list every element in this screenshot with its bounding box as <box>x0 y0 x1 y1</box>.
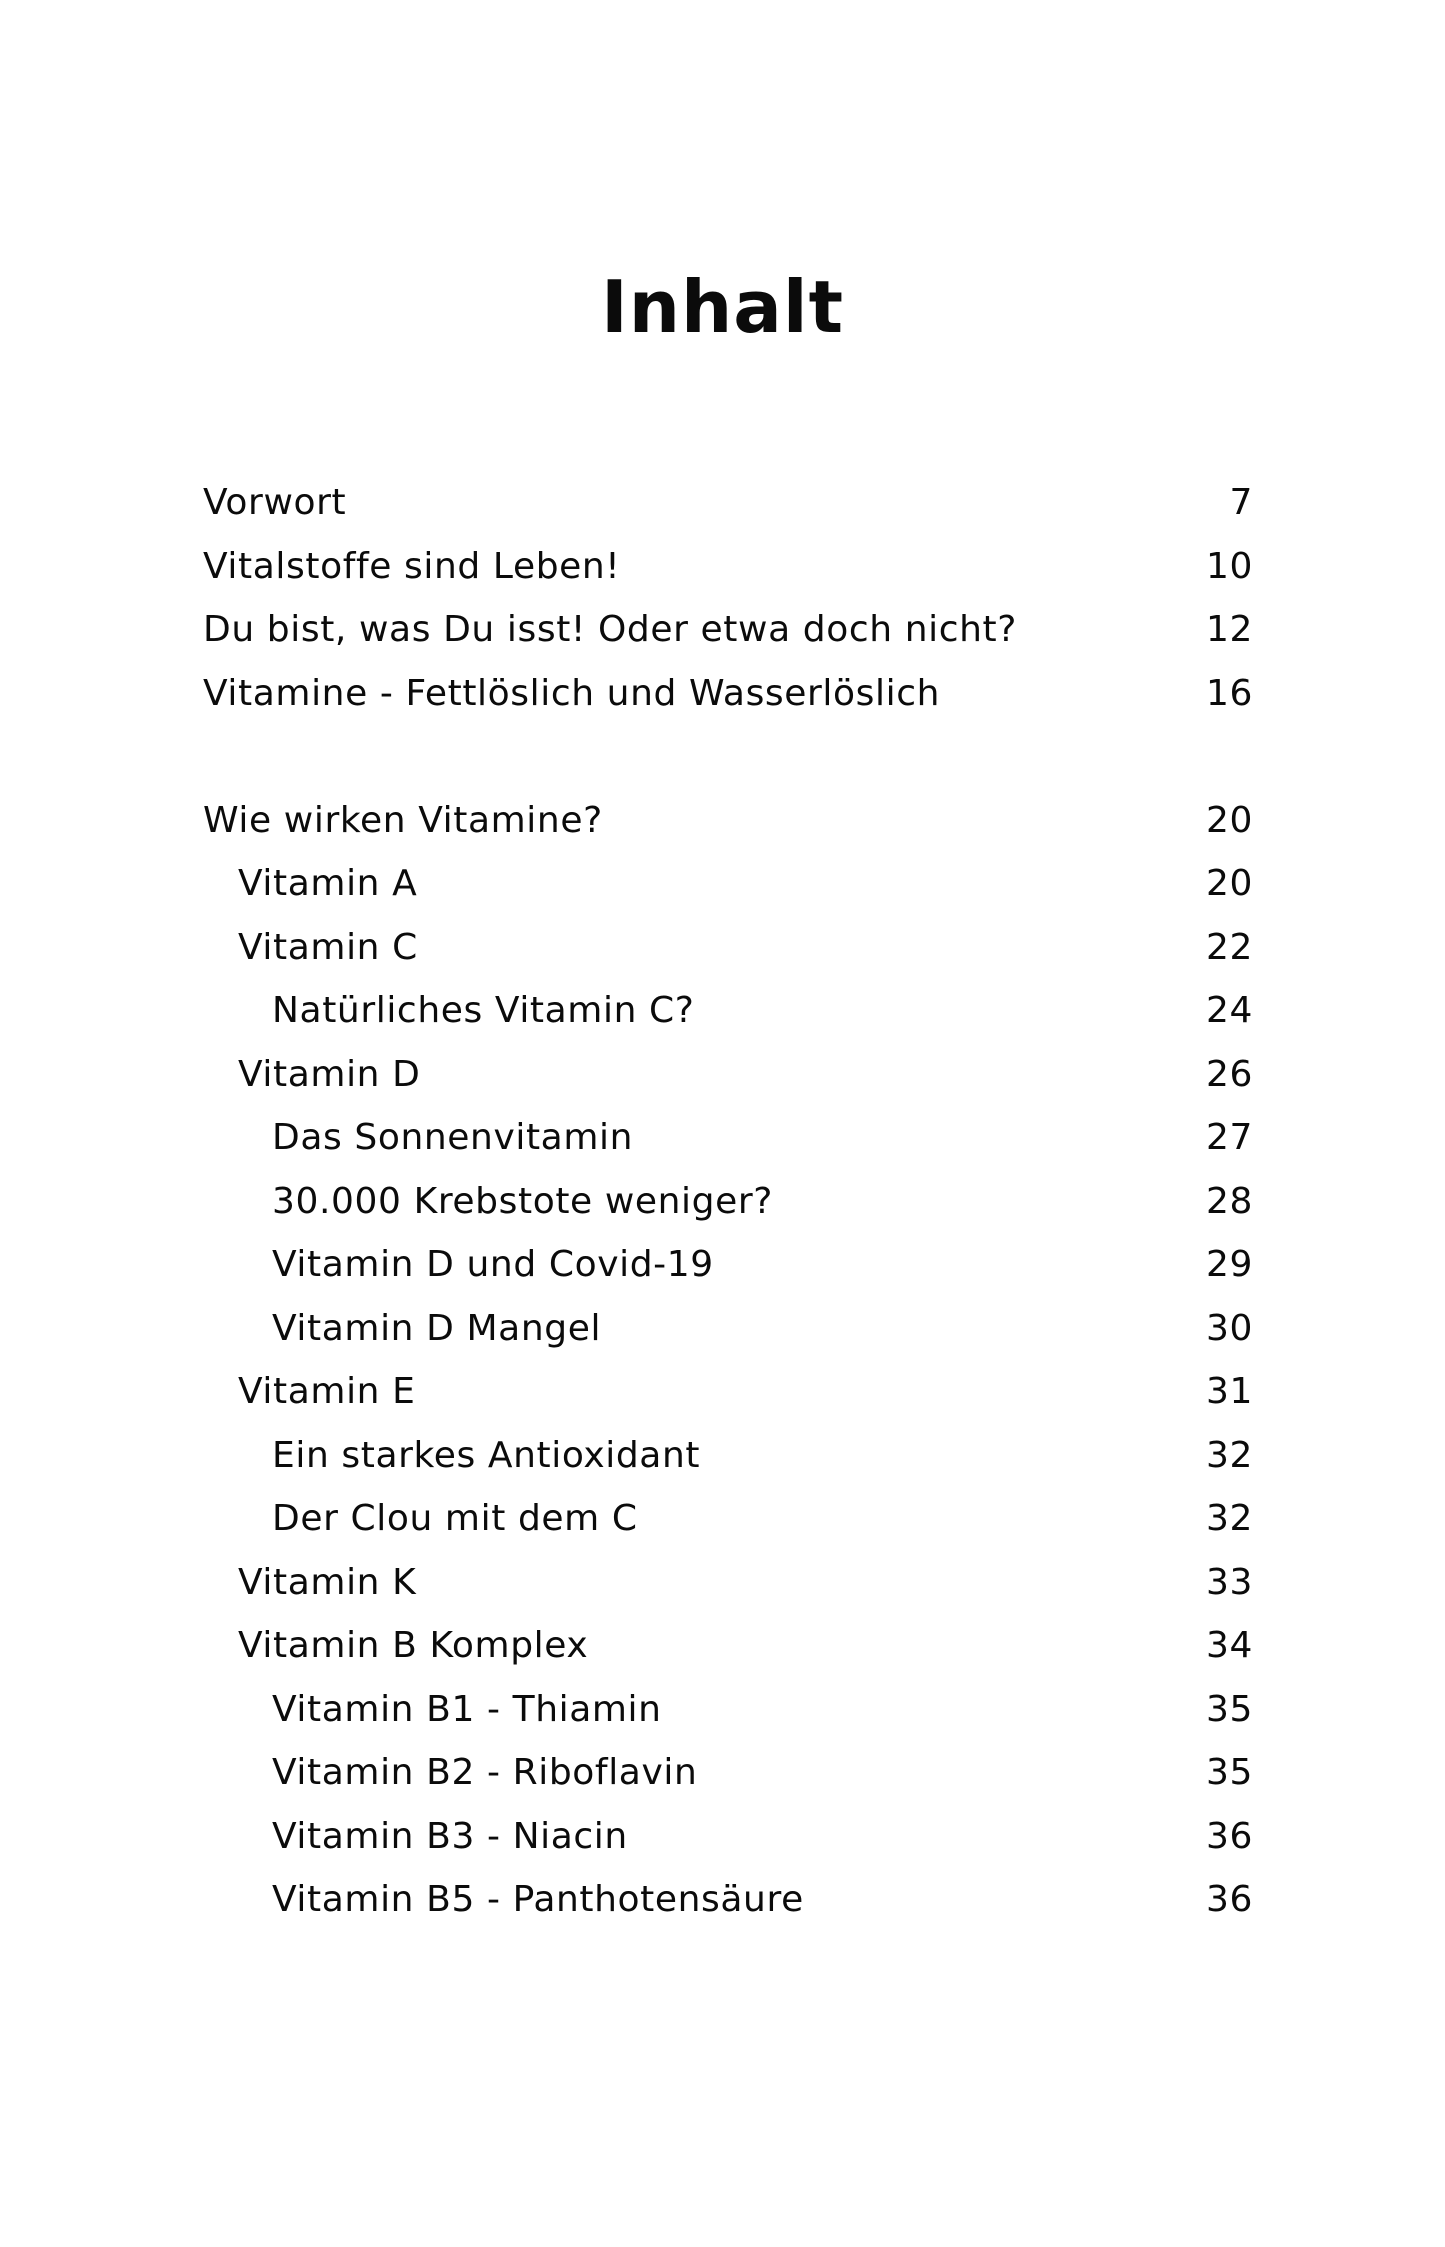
toc-entry-page: 27 <box>1205 1117 1253 1158</box>
toc-entry-title: Vitalstoffe sind Leben! <box>203 545 621 587</box>
toc-entry[interactable] <box>203 1741 1253 1805</box>
toc-entry[interactable] <box>203 1805 1253 1869</box>
table-of-contents <box>203 471 1253 1932</box>
page-title: Inhalt <box>601 265 844 349</box>
toc-entry-title: Vitamin A <box>238 863 418 904</box>
toc-entry-page: 36 <box>1205 1879 1253 1920</box>
toc-entry-page: 12 <box>1205 609 1253 650</box>
toc-entry[interactable] <box>203 789 1253 853</box>
toc-entry-page: 32 <box>1205 1434 1253 1476</box>
toc-entry[interactable] <box>203 1551 1253 1615</box>
toc-entry[interactable] <box>203 1487 1253 1551</box>
toc-entry-title: Vorwort <box>203 482 347 523</box>
toc-entry[interactable] <box>203 1614 1253 1678</box>
toc-entry-page: 34 <box>1205 1625 1253 1666</box>
toc-entry-page: 20 <box>1205 863 1253 904</box>
toc-entry-title: Vitamin B5 - Panthotensäure <box>272 1879 804 1920</box>
toc-entry-page: 29 <box>1205 1244 1253 1285</box>
toc-entry-page: 33 <box>1205 1561 1253 1603</box>
toc-entry[interactable] <box>203 1678 1253 1742</box>
toc-entry-title: Das Sonnenvitamin <box>272 1117 634 1158</box>
toc-entry-title: Vitamin B3 - Niacin <box>272 1815 628 1857</box>
toc-entry[interactable] <box>203 916 1253 980</box>
toc-entry-page: 10 <box>1205 545 1253 587</box>
toc-entry[interactable] <box>203 1106 1253 1170</box>
toc-entry[interactable] <box>203 598 1253 662</box>
toc-entry-title: Vitamine - Fettlöslich und Wasserlöslich <box>203 672 941 714</box>
toc-entry-page: 28 <box>1205 1180 1253 1222</box>
toc-entry-page: 32 <box>1205 1498 1253 1539</box>
toc-entry-page: 24 <box>1205 990 1253 1031</box>
toc-entry[interactable] <box>203 979 1253 1043</box>
toc-entry-page: 31 <box>1205 1371 1253 1412</box>
toc-entry-page: 26 <box>1205 1053 1253 1095</box>
toc-entry-page: 35 <box>1205 1752 1253 1793</box>
toc-entry[interactable] <box>203 1233 1253 1297</box>
toc-entry-title: Der Clou mit dem C <box>272 1498 638 1539</box>
toc-entry-page: 20 <box>1205 799 1253 841</box>
toc-entry[interactable] <box>203 1868 1253 1932</box>
toc-entry-title: Vitamin E <box>238 1371 416 1412</box>
toc-entry-page: 36 <box>1205 1815 1253 1857</box>
toc-entry[interactable] <box>203 662 1253 726</box>
toc-entry-title: Vitamin B1 - Thiamin <box>272 1688 662 1730</box>
toc-entry-title: Vitamin B Komplex <box>238 1625 589 1666</box>
toc-entry-title: Vitamin D und Covid-19 <box>272 1244 714 1285</box>
toc-entry[interactable] <box>203 1170 1253 1234</box>
toc-entry[interactable] <box>203 1043 1253 1107</box>
toc-entry-page: 35 <box>1205 1688 1253 1730</box>
toc-entry-title: 30.000 Krebstote weniger? <box>272 1180 773 1222</box>
toc-entry-title: Vitamin K <box>238 1561 417 1603</box>
toc-entry-page: 30 <box>1205 1307 1253 1349</box>
toc-entry[interactable] <box>203 471 1253 535</box>
toc-entry-title: Vitamin D Mangel <box>272 1307 602 1349</box>
toc-entry-title: Du bist, was Du isst! Oder etwa doch nicht? <box>203 609 1017 650</box>
toc-entry-page: 16 <box>1205 672 1253 714</box>
toc-entry-title: Ein starkes Antioxidant <box>272 1434 701 1476</box>
toc-entry-page: 7 <box>1229 482 1253 523</box>
toc-entry-title: Wie wirken Vitamine? <box>203 799 603 841</box>
toc-entry[interactable] <box>203 1424 1253 1488</box>
toc-entry[interactable] <box>203 852 1253 916</box>
toc-entry-page: 22 <box>1205 926 1253 968</box>
toc-entry-title: Vitamin D <box>238 1053 421 1095</box>
toc-entry[interactable] <box>203 1297 1253 1361</box>
toc-entry[interactable] <box>203 1360 1253 1424</box>
toc-entry-title: Vitamin B2 - Riboflavin <box>272 1752 698 1793</box>
toc-entry-title: Vitamin C <box>238 926 418 968</box>
toc-entry-title: Natürliches Vitamin C? <box>272 990 695 1031</box>
toc-entry[interactable] <box>203 535 1253 599</box>
